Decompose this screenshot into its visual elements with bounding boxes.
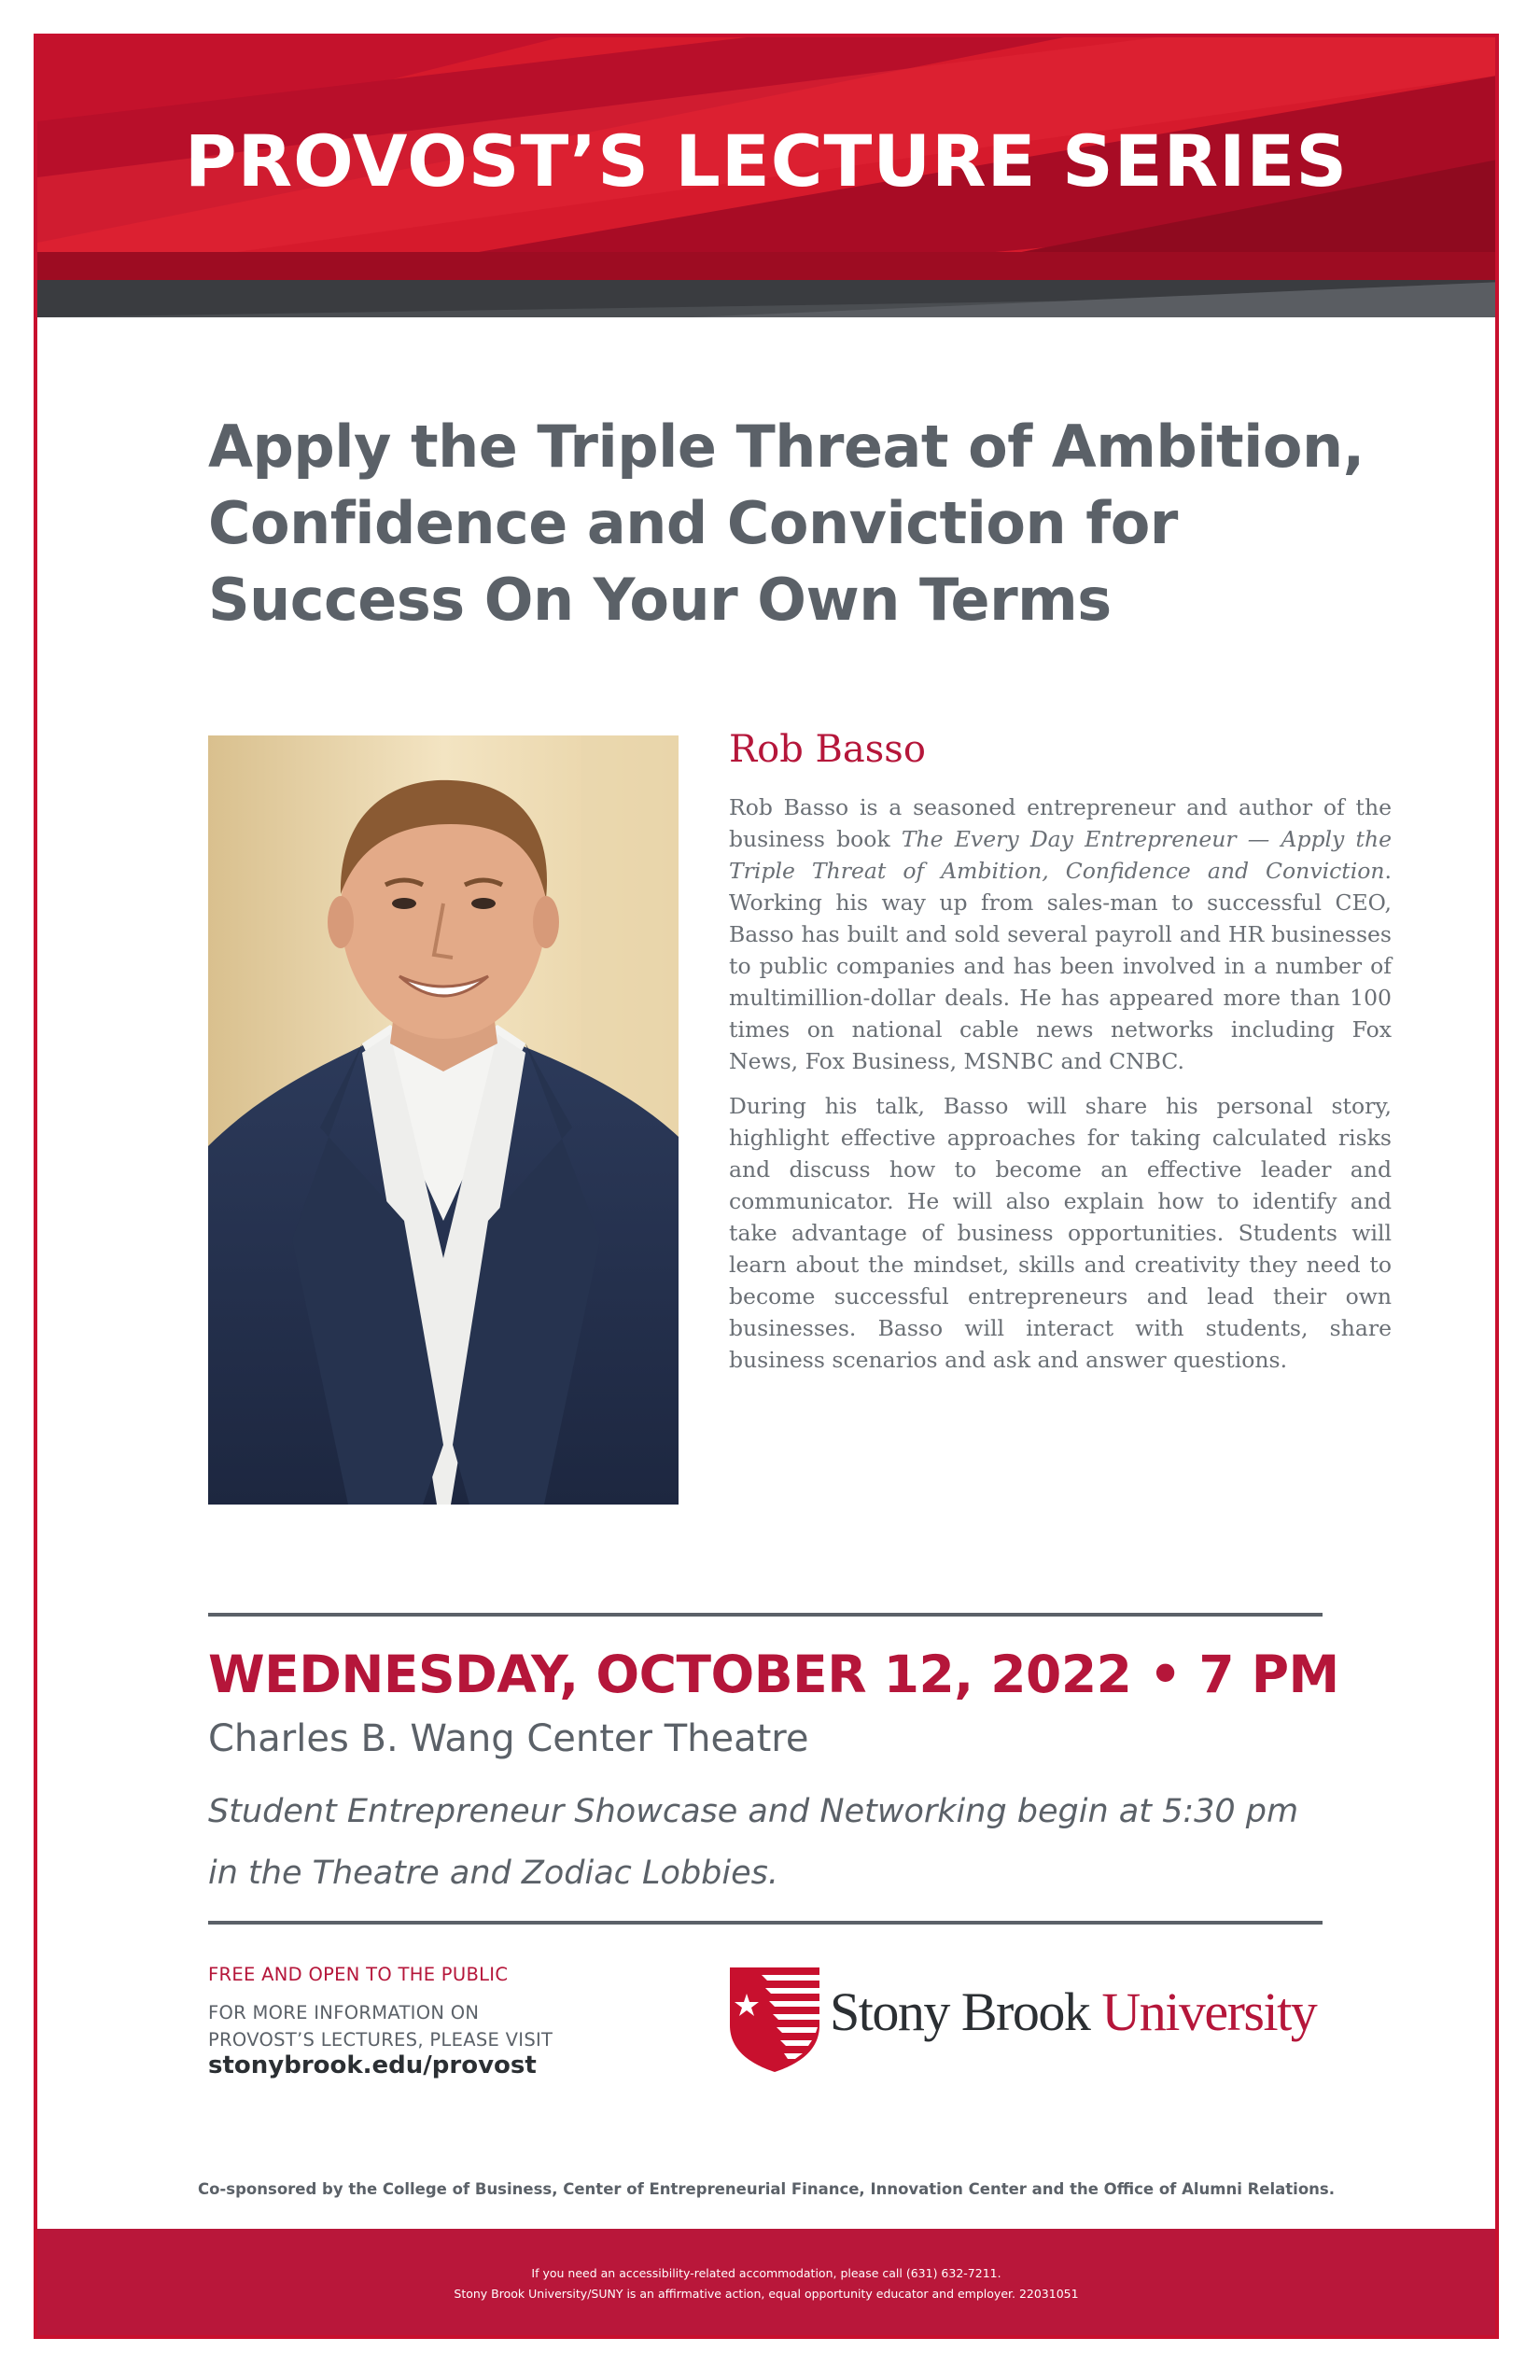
more-info-line: FOR MORE INFORMATION ON [208,2002,480,2023]
logo-word: University [1101,1981,1317,2042]
divider [208,1921,1323,1925]
footer-eeo: Stony Brook University/SUNY is an affirmative action, equal opportunity educator and employer. 22031051 [454,2287,1079,2301]
more-info-line: PROVOST’S LECTURES, PLEASE VISIT [208,2029,553,2051]
series-title: PROVOST’S LECTURE SERIES [184,119,1349,203]
stony-brook-logo [730,1967,1383,2079]
poster [34,34,1499,2339]
logo-wordmark [830,1981,1316,2043]
book-title: The Every Day Entrepreneur — Apply the Triple Threat of Ambition, Confidence and Conviction [729,826,1392,884]
bio-text: Rob Basso is a seasoned entrepreneur and author of the business book [729,794,1392,852]
lecture-title-line: Confidence and Conviction for [208,489,1178,557]
cosponsor-note: Co-sponsored by the College of Business, Center of Entrepreneurial Finance, Innovation Center and the Office of Alumni Relations. [197,2180,1335,2198]
shield-icon [730,1967,819,2072]
logo-word: Stony Brook [830,1981,1090,2042]
speaker-name: Rob Basso [729,728,926,771]
lecture-title-line: Success On Your Own Terms [208,566,1112,634]
event-note-line: Student Entrepreneur Showcase and Networking begin at 5:30 pm [208,1793,1299,1830]
event-venue: Charles B. Wang Center Theatre [208,1717,809,1760]
event-date-time: WEDNESDAY, OCTOBER 12, 2022 • 7 PM [208,1645,1339,1704]
event-note-line: in the Theatre and Zodiac Lobbies. [208,1855,778,1892]
divider [208,1613,1323,1617]
speaker-photo [208,735,679,1505]
header-banner [37,37,1495,317]
bio-paragraph: During his talk, Basso will share his personal story, highlight effective approaches for taking calculated risks and discuss how to become an effective leader and communicator. He will also explain how to identify and take advantage of business opportunities. Students will learn about the mindset, skills and creativity they need to become successful entrepreneurs and lead their own businesses. Basso will interact with students, share business scenarios and ask and answer questions. [729,1093,1392,1373]
lecture-title [208,409,1384,638]
event-note [208,1781,1347,1904]
free-label: FREE AND OPEN TO THE PUBLIC [208,1964,509,1985]
footer [37,2229,1495,2339]
footer-accessibility: If you need an accessibility-related accommodation, please call (631) 632-7211. [531,2266,1001,2280]
bio-paragraph [729,791,1392,1077]
lecture-title-line: Apply the Triple Threat of Ambition, [208,413,1365,481]
provost-url[interactable]: stonybrook.edu/provost [208,2051,537,2079]
more-info [208,1999,656,2053]
bio-text: . Working his way up from sales-man to successful CEO, Basso has built and sold several payroll and HR businesses to public companies and has been involved in a number of multimillion-dollar deals. He has appeared more than 100 times on national cable news networks including Fox News, Fox Business, MSNBC and CNBC. [729,858,1392,1074]
speaker-bio [729,791,1392,1389]
